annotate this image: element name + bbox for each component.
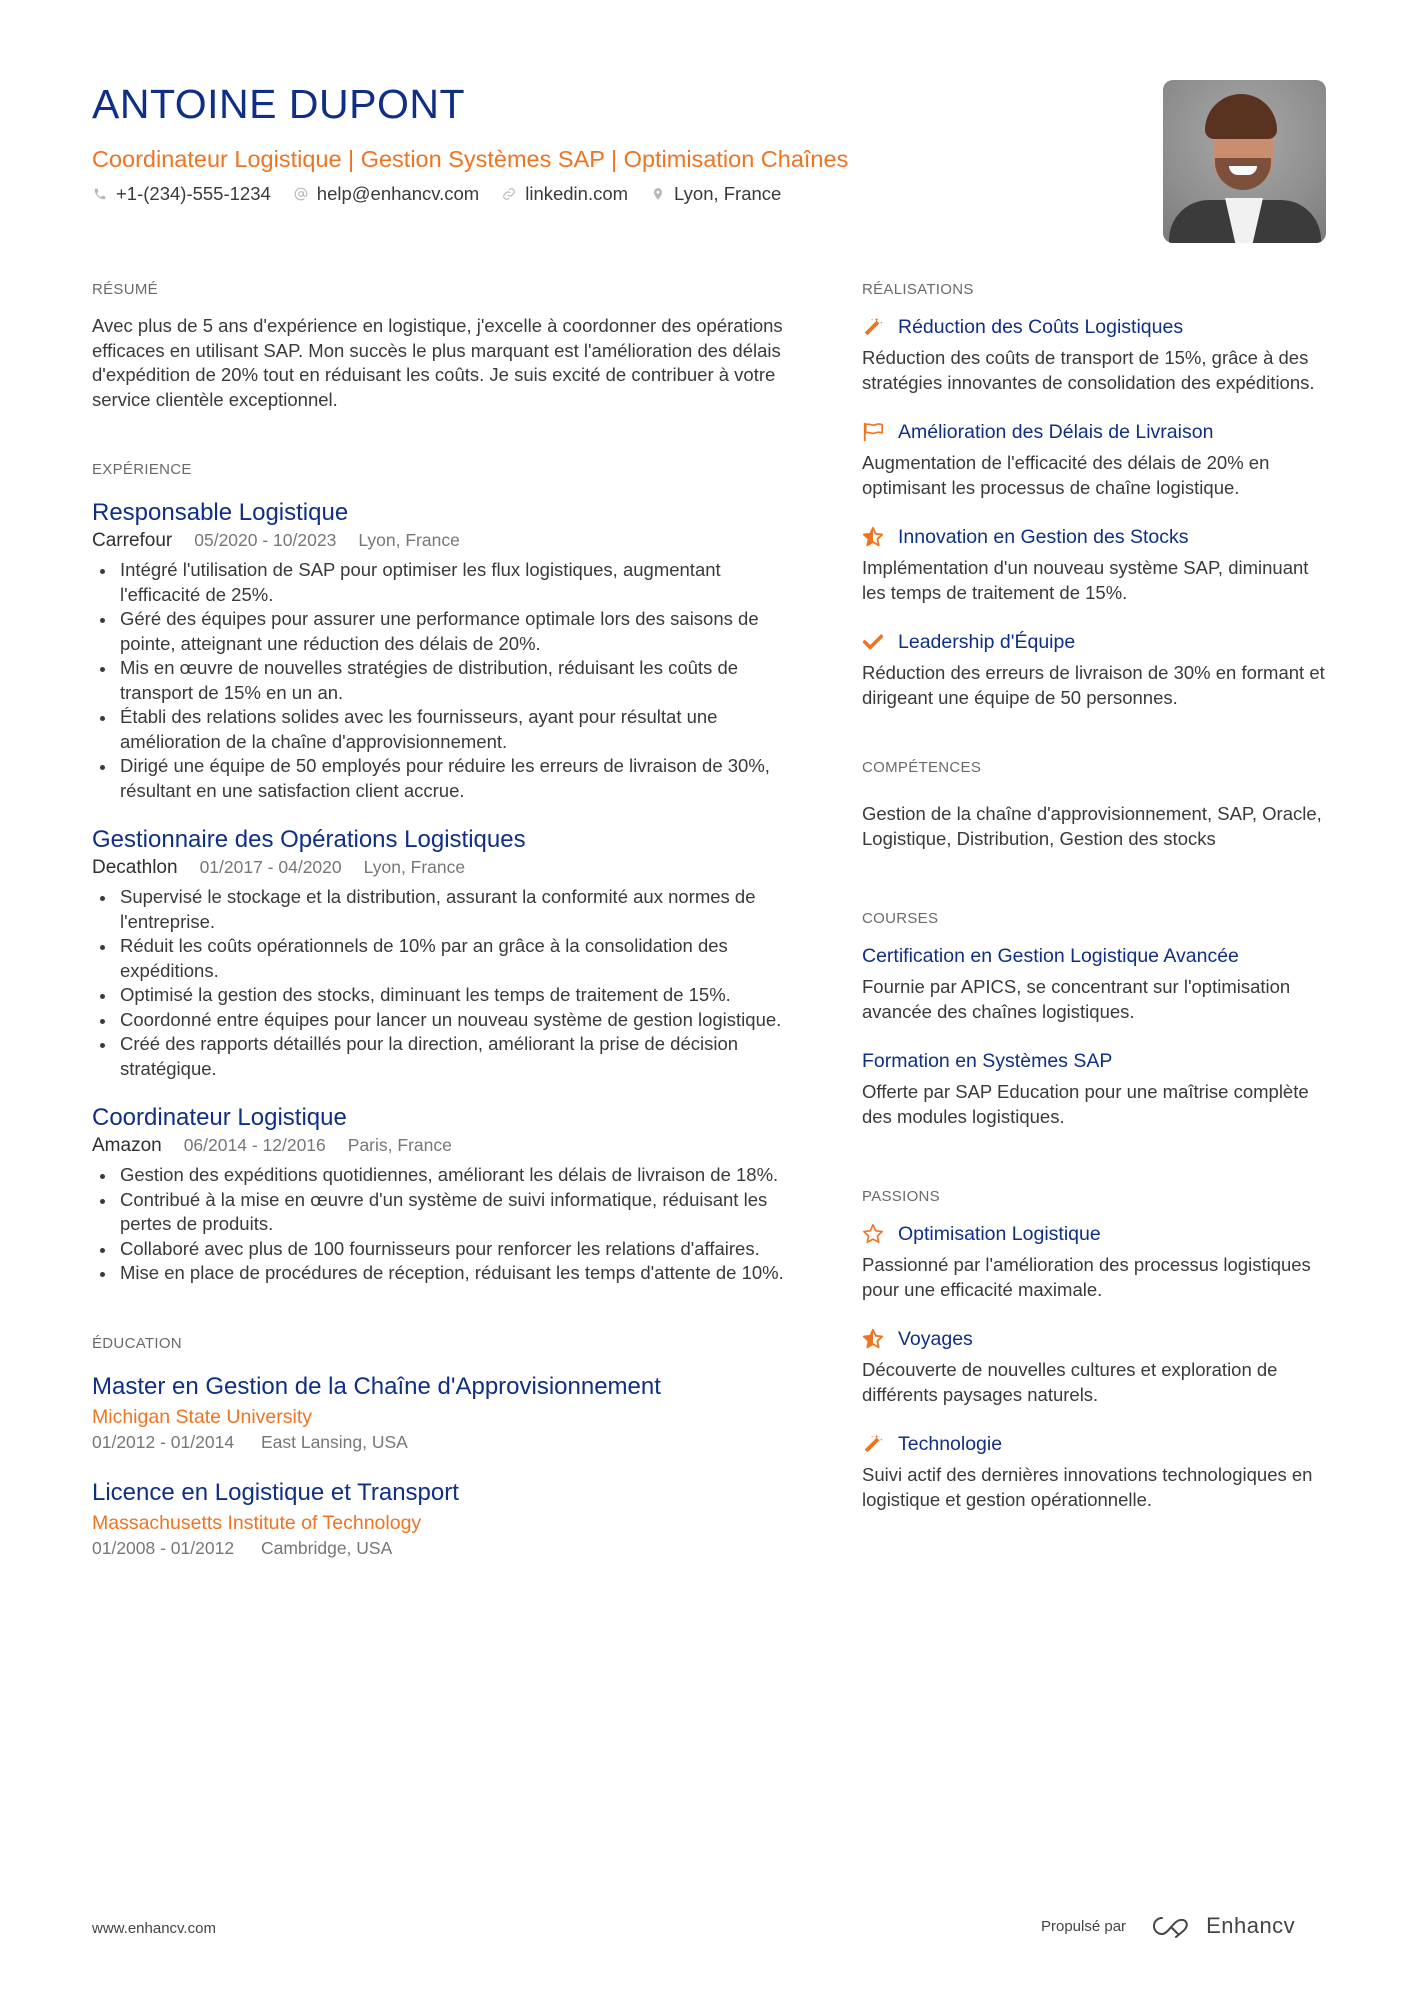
bullet: Contribué à la mise en œuvre d'un système de suivi informatique, réduisant les pertes de produits. (92, 1188, 792, 1237)
job-location: Paris, France (347, 1135, 452, 1155)
experience-entry (92, 498, 792, 803)
left-column (92, 280, 792, 1560)
job-location: Lyon, France (363, 857, 466, 877)
achievement-item (862, 629, 1332, 710)
job-bullets (92, 1163, 792, 1286)
course-item (862, 1048, 1332, 1129)
passion-item (862, 1431, 1332, 1512)
achievement-title: Innovation en Gestion des Stocks (898, 526, 1189, 548)
education-dates: 01/2012 - 01/2014 (92, 1431, 235, 1452)
contact-location-text: Lyon, France (674, 183, 782, 204)
resume-header (92, 78, 1132, 206)
contact-phone[interactable] (92, 182, 271, 206)
job-title: Gestionnaire des Opérations Logistiques (92, 826, 526, 853)
job-meta (92, 855, 792, 880)
passion-item (862, 1221, 1332, 1302)
phone-icon (92, 186, 108, 202)
passion-title: Voyages (898, 1328, 973, 1350)
achievements-section (862, 280, 1332, 710)
education-entry (92, 1478, 792, 1560)
passion-item (862, 1326, 1332, 1407)
summary-section (92, 280, 792, 412)
job-location: Lyon, France (358, 530, 460, 550)
job-dates: 05/2020 - 10/2023 (194, 530, 337, 550)
achievement-title: Amélioration des Délais de Livraison (898, 421, 1214, 443)
magic-wand-icon (862, 316, 884, 338)
passion-title: Technologie (898, 1433, 1003, 1455)
bullet: Réduit les coûts opérationnels de 10% par an grâce à la consolidation des expéditions. (92, 934, 792, 983)
footer-website[interactable]: www.enhancv.com (92, 1920, 216, 1937)
bullet: Coordonné entre équipes pour lancer un nouveau système de gestion logistique. (92, 1008, 792, 1033)
degree: Master en Gestion de la Chaîne d'Approvisionnement (92, 1372, 661, 1400)
skills-section (862, 758, 1332, 851)
bullet: Mis en œuvre de nouvelles stratégies de distribution, réduisant les coûts de transport de 15% en un an. (92, 656, 792, 705)
job-title: Coordinateur Logistique (92, 1104, 347, 1131)
flag-icon (862, 421, 884, 443)
headline: Coordinateur Logistique | Gestion Systèmes SAP | Optimisation Chaînes (92, 146, 849, 172)
company: Carrefour (92, 530, 173, 551)
achievement-title: Leadership d'Équipe (898, 631, 1076, 653)
achievement-desc: Réduction des coûts de transport de 15%, grâce à des stratégies innovantes de consolidation des expéditions. (862, 347, 1315, 393)
achievement-desc: Augmentation de l'efficacité des délais de 20% en optimisant les processus de chaîne logistique. (862, 452, 1270, 498)
star-outline-icon (862, 1223, 884, 1245)
courses-section (862, 909, 1332, 1129)
experience-section (92, 460, 792, 1286)
education-entry (92, 1372, 792, 1454)
bullet: Dirigé une équipe de 50 employés pour réduire les erreurs de livraison de 30%, résultant en une satisfaction client accrue. (92, 754, 792, 803)
bullet: Établi des relations solides avec les fournisseurs, ayant pour résultat une amélioration de la chaîne d'approvisionnement. (92, 705, 792, 754)
achievement-item (862, 419, 1332, 500)
bullet: Supervisé le stockage et la distribution, assurant la conformité aux normes de l'entreprise. (92, 885, 792, 934)
experience-entry (92, 1103, 792, 1286)
candidate-name: ANTOINE DUPONT (92, 81, 465, 127)
achievement-item (862, 314, 1332, 395)
passion-title: Optimisation Logistique (898, 1223, 1101, 1245)
job-dates: 06/2014 - 12/2016 (183, 1135, 326, 1155)
contact-linkedin[interactable] (501, 182, 628, 206)
bullet: Mise en place de procédures de réception, réduisant les temps d'attente de 10%. (92, 1261, 792, 1286)
achievement-desc: Implémentation d'un nouveau système SAP, diminuant les temps de traitement de 15%. (862, 557, 1309, 603)
enhancv-logo-icon (1148, 1914, 1196, 1938)
job-meta (92, 528, 792, 553)
job-dates: 01/2017 - 04/2020 (199, 857, 342, 877)
section-title-passions: PASSIONS (862, 1188, 940, 1205)
school: Michigan State University (92, 1405, 313, 1428)
achievement-desc: Réduction des erreurs de livraison de 30% en formant et dirigeant une équipe de 50 personnes. (862, 662, 1325, 708)
contact-location (650, 182, 781, 206)
at-icon (293, 186, 309, 202)
course-desc: Offerte par SAP Education pour une maîtrise complète des modules logistiques. (862, 1081, 1309, 1127)
education-section (92, 1334, 792, 1560)
degree: Licence en Logistique et Transport (92, 1478, 459, 1506)
half-star-icon (862, 1328, 884, 1350)
passion-desc: Passionné par l'amélioration des processus logistiques pour une efficacité maximale. (862, 1254, 1311, 1300)
enhancv-brand-name: Enhancv (1206, 1913, 1296, 1938)
job-title: Responsable Logistique (92, 499, 349, 526)
company: Amazon (92, 1135, 162, 1156)
education-meta (92, 1430, 792, 1454)
education-location: Cambridge, USA (260, 1537, 393, 1558)
section-title-skills: COMPÉTENCES (862, 759, 982, 776)
section-title-experience: EXPÉRIENCE (92, 461, 192, 478)
section-title-achievements: RÉALISATIONS (862, 281, 974, 298)
powered-by-label: Propulsé par (1041, 1917, 1127, 1935)
company: Decathlon (92, 857, 178, 878)
job-bullets (92, 885, 792, 1081)
course-desc: Fournie par APICS, se concentrant sur l'optimisation avancée des chaînes logistiques. (862, 976, 1291, 1022)
course-title: Certification en Gestion Logistique Avancée (862, 945, 1239, 967)
link-icon (501, 186, 517, 202)
passions-section (862, 1187, 1332, 1512)
section-title-education: ÉDUCATION (92, 1334, 182, 1352)
skills-text: Gestion de la chaîne d'approvisionnement, SAP, Oracle, Logistique, Distribution, Gestion des stocks (862, 803, 1322, 849)
achievement-item (862, 524, 1332, 605)
summary-text: Avec plus de 5 ans d'expérience en logistique, j'excelle à coordonner des opérations efficaces en utilisant SAP. Mon succès le plus marquant est l'amélioration des délais d'expédition de 20% tout en réduisant les coûts. Je suis excité de contribuer à votre service clientèle exceptionnel. (92, 315, 783, 410)
contact-linkedin-text: linkedin.com (525, 183, 629, 204)
job-meta (92, 1133, 792, 1158)
magic-wand-icon (862, 1433, 884, 1455)
contact-bar (92, 182, 1132, 206)
school: Massachusetts Institute of Technology (92, 1511, 422, 1534)
location-pin-icon (650, 186, 666, 202)
profile-photo (1163, 80, 1326, 243)
contact-email-text: help@enhancv.com (316, 183, 480, 204)
bullet: Créé des rapports détaillés pour la direction, améliorant la prise de décision stratégique. (92, 1032, 792, 1081)
contact-email[interactable] (293, 182, 479, 206)
bullet: Intégré l'utilisation de SAP pour optimiser les flux logistiques, augmentant l'efficacité de 25%. (92, 558, 792, 607)
bullet: Optimisé la gestion des stocks, diminuant les temps de traitement de 15%. (92, 983, 792, 1008)
job-bullets (92, 558, 792, 803)
course-item (862, 943, 1332, 1024)
bullet: Collaboré avec plus de 100 fournisseurs pour renforcer les relations d'affaires. (92, 1237, 792, 1262)
passion-desc: Découverte de nouvelles cultures et exploration de différents paysages naturels. (862, 1359, 1278, 1405)
checkmark-icon (862, 631, 884, 653)
experience-entry (92, 825, 792, 1081)
education-location: East Lansing, USA (260, 1431, 408, 1452)
course-title: Formation en Systèmes SAP (862, 1050, 1113, 1072)
footer-branding (1041, 1913, 1295, 1939)
section-title-summary: RÉSUMÉ (92, 281, 158, 298)
education-dates: 01/2008 - 01/2012 (92, 1537, 235, 1558)
education-meta (92, 1536, 792, 1560)
contact-phone-text: +1-(234)-555-1234 (116, 183, 271, 204)
right-column (862, 280, 1332, 1512)
section-title-courses: COURSES (862, 910, 939, 927)
bullet: Gestion des expéditions quotidiennes, améliorant les délais de livraison de 18%. (92, 1163, 792, 1188)
passion-desc: Suivi actif des dernières innovations technologiques en logistique et gestion opérationnelle. (862, 1464, 1313, 1510)
bullet: Géré des équipes pour assurer une performance optimale lors des saisons de pointe, atteignant une réduction des délais de 20%. (92, 607, 792, 656)
achievement-title: Réduction des Coûts Logistiques (898, 316, 1184, 338)
half-star-icon (862, 526, 884, 548)
